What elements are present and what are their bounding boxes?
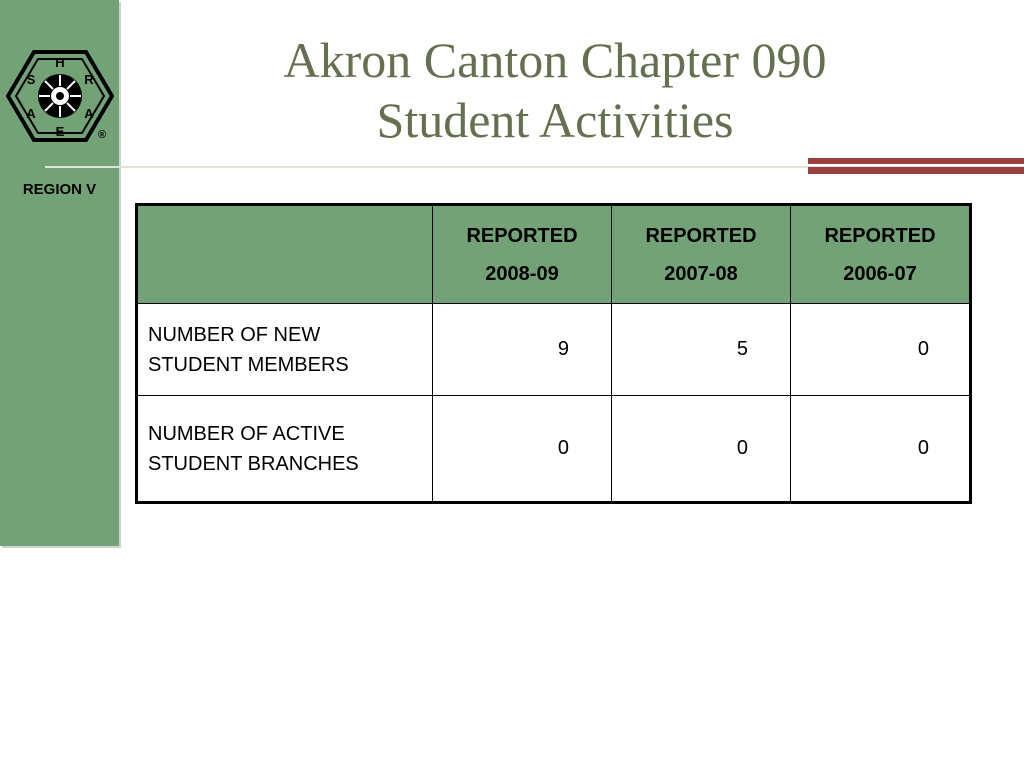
header-line: REPORTED	[824, 224, 936, 247]
stripe-top	[808, 158, 1024, 164]
logo-letter-r: R	[84, 72, 94, 87]
value-cell: 5	[612, 304, 791, 396]
header-cell-2006-07	[791, 205, 971, 304]
ashrae-logo-icon	[6, 50, 114, 142]
value-cell: 0	[433, 396, 612, 503]
registered-mark: ®	[97, 129, 107, 141]
sidebar-panel	[0, 0, 119, 546]
header-line: 2006-07	[843, 262, 917, 285]
value-cell: 0	[791, 396, 971, 503]
row-label-active-student-branches	[137, 396, 433, 503]
header-cell-2007-08	[612, 205, 791, 304]
header-line: REPORTED	[645, 224, 757, 247]
table-row	[137, 304, 971, 396]
logo-letter-h: H	[55, 55, 65, 70]
region-label: REGION V	[22, 181, 97, 198]
student-activities-table	[135, 203, 972, 504]
logo-letter-a-right: A	[84, 106, 94, 121]
row-label-line: NUMBER OF ACTIVE	[148, 422, 345, 445]
row-label-line: NUMBER OF NEW	[148, 323, 321, 346]
title-line-1: Akron Canton Chapter 090	[283, 32, 827, 88]
value-cell: 0	[612, 396, 791, 503]
header-line: REPORTED	[466, 224, 578, 247]
row-label-line: STUDENT BRANCHES	[148, 452, 359, 475]
header-line: 2007-08	[664, 262, 738, 285]
header-cell-2008-09	[433, 205, 612, 304]
row-label-new-student-members	[137, 304, 433, 396]
logo-letter-s: S	[26, 72, 36, 87]
logo-letter-a-left: A	[26, 106, 36, 121]
value-cell: 0	[791, 304, 971, 396]
logo-letter-e: E	[55, 124, 65, 139]
page-title	[180, 30, 930, 150]
title-line-2: Student Activities	[376, 92, 734, 148]
stripe-bottom	[808, 167, 1024, 174]
table-header-row	[137, 205, 971, 304]
table-row	[137, 396, 971, 503]
value-cell: 9	[433, 304, 612, 396]
row-label-line: STUDENT MEMBERS	[148, 353, 349, 376]
decorative-stripes	[808, 158, 1024, 177]
header-line: 2008-09	[485, 262, 559, 285]
header-cell-empty	[137, 205, 433, 304]
